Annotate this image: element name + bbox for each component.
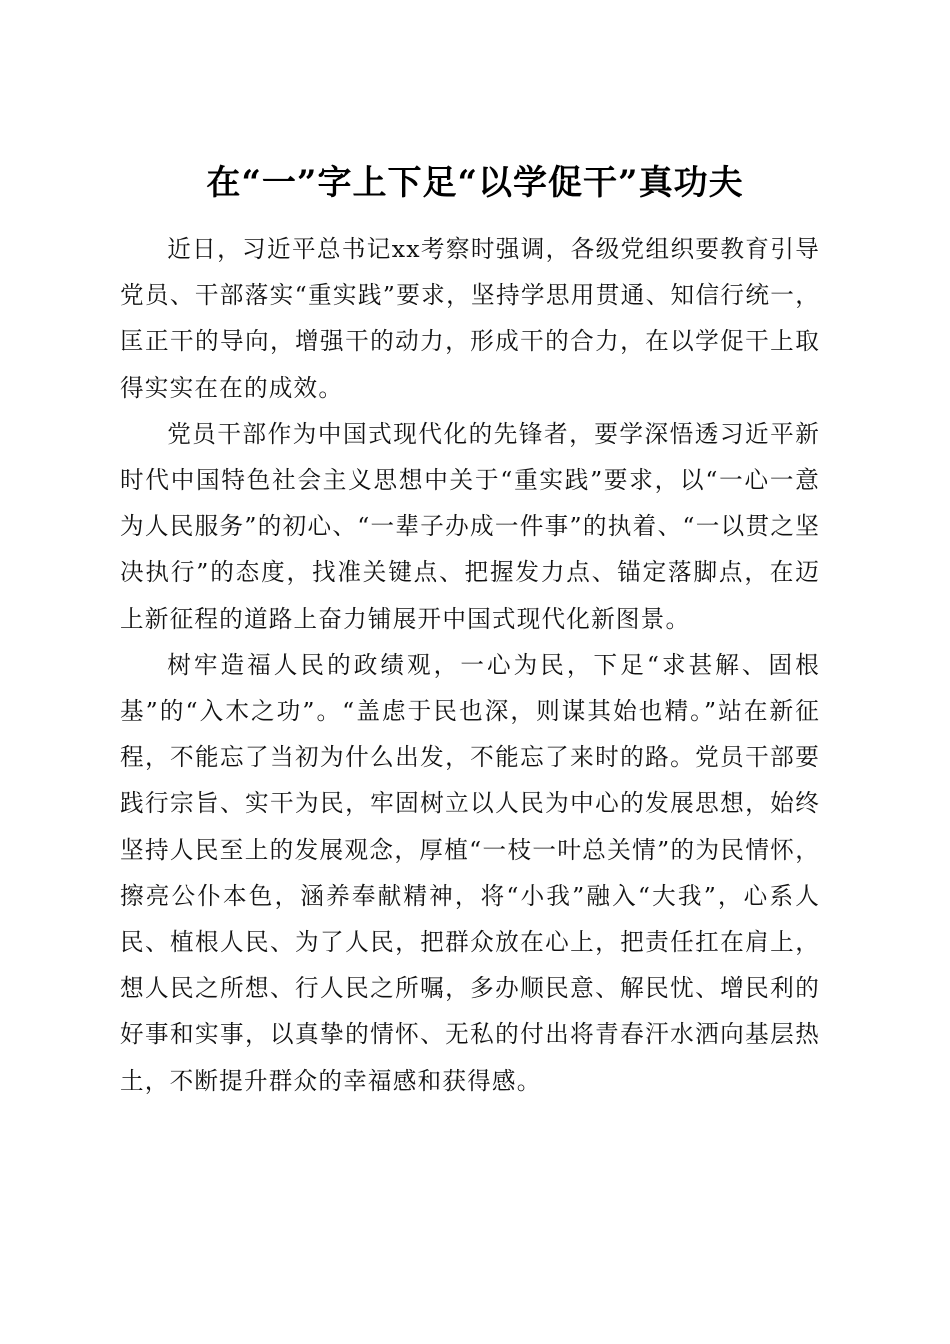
paragraph-3: 树牢造福人民的政绩观，一心为民，下足“求甚解、固根基”的“入木之功”。“盖虑于民也深，则谋其始也精。”站在新征程，不能忘了当初为什么出发，不能忘了来时的路。党员干部要践行宗旨、实干为民，牢固树立以人民为中心的发展思想，始终坚持人民至上的发展观念，厚植“一枝一叶总关情”的为民情怀，擦亮公仆本色，涵养奉献精神，将“小我”融入“大我”，心系人民、植根人民、为了人民，把群众放在心上，把责任扛在肩上，想人民之所想、行人民之所嘱，多办顺民意、解民忧、增民利的好事和实事，以真挚的情怀、无私的付出将青春汗水洒向基层热土，不断提升群众的幸福感和获得感。 xyxy=(120,650,820,1095)
document-body xyxy=(120,226,820,1104)
paragraph-2: 党员干部作为中国式现代化的先锋者，要学深悟透习近平新时代中国特色社会主义思想中关于“重实践”要求，以“一心一意为人民服务”的初心、“一辈子办成一件事”的执着、“一以贯之坚决执行”的态度，找准关键点、把握发力点、锚定落脚点，在迈上新征程的道路上奋力铺展开中国式现代化新图景。 xyxy=(120,419,820,633)
paragraph-1: 近日，习近平总书记xx考察时强调，各级党组织要教育引导党员、干部落实“重实践”要求，坚持学思用贯通、知信行统一，匡正干的导向，增强干的动力，形成干的合力，在以学促干上取得实实在在的成效。 xyxy=(120,235,820,402)
document-title: 在“一”字上下足“以学促干”真功夫 xyxy=(206,162,744,203)
